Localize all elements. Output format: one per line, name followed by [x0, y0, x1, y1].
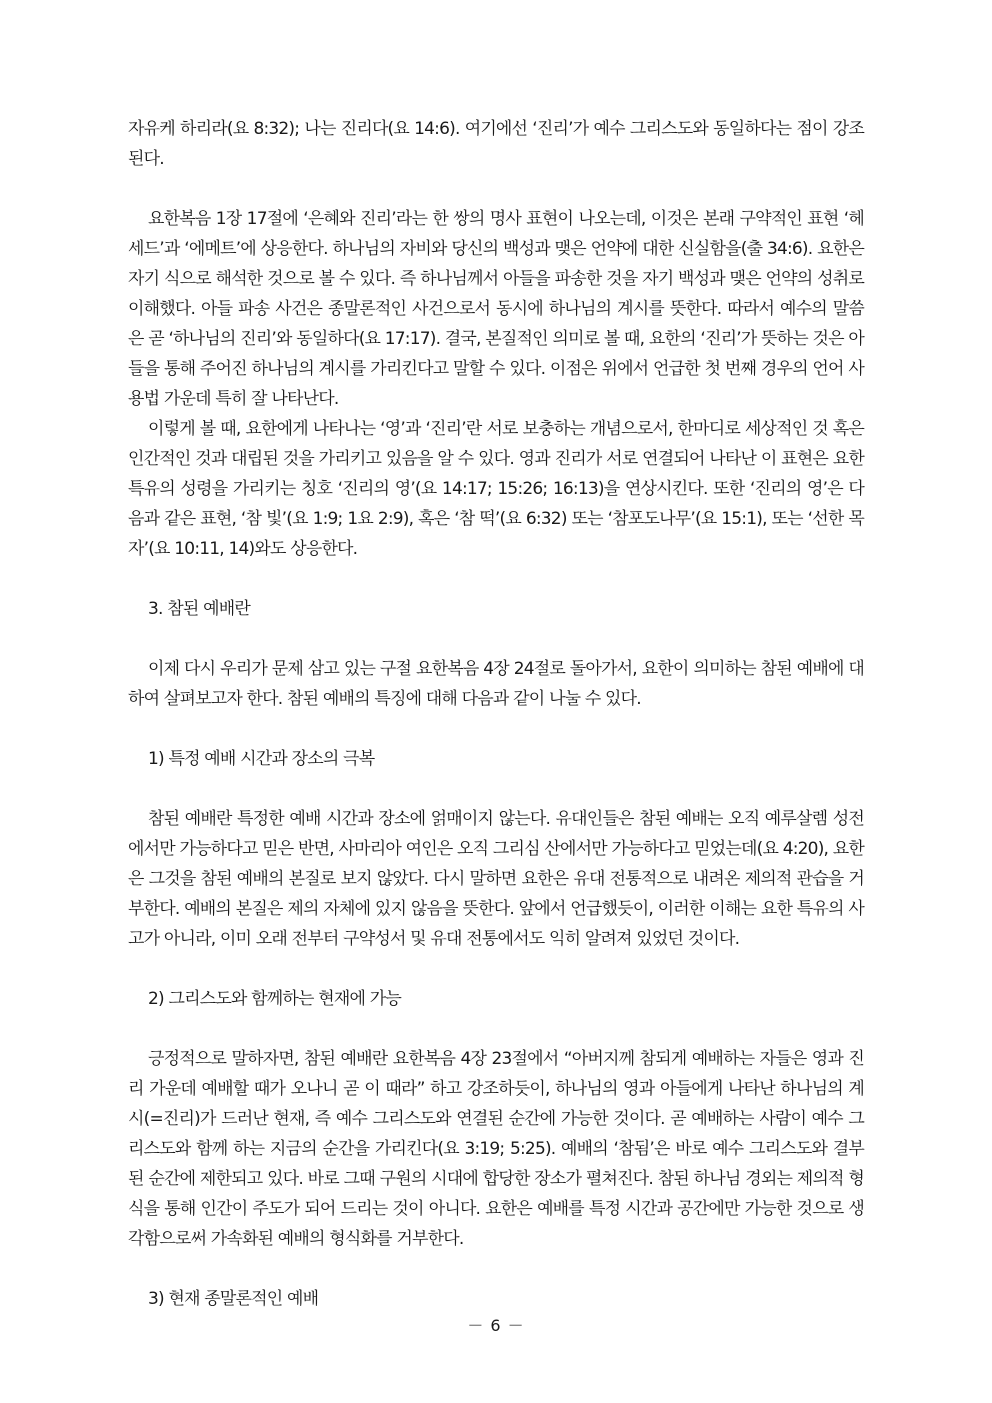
paragraph-gap	[128, 174, 864, 204]
paragraph-present-with-christ: 긍정적으로 말하자면, 참된 예배란 요한복음 4장 23절에서 “아버지께 참되게 예배하는 자들은 영과 진리 가운데 예배할 때가 오나니 곧 이 때라” 하고 강조하듯이, 하나님의 영과 아들에게 나타난 하나님의 계시(=진리)가 드러난 현재, 즉 예수 그리스도와 연결된 순간에 가능한 것이다. 곧 예배하는 사람이 예수 그리스도와 함께 하는 지금의 순간을 가리킨다(요 3:19; 5:25). 예배의 ‘참됨’은 바로 예수 그리스도와 결부된 순간에 제한되고 있다. 바로 그때 구원의 시대에 합당한 장소가 펼쳐진다. 참된 하나님 경외는 제의적 형식을 통해 인간이 주도가 되어 드리는 것이 아니다. 요한은 예배를 특정 시간과 공간에만 가능한 것으로 생각함으로써 가속화된 예배의 형식화를 거부한다.	[128, 1049, 864, 1249]
paragraph-gap	[128, 774, 864, 804]
paragraph-true-worship-intro: 이제 다시 우리가 문제 삼고 있는 구절 요한복음 4장 24절로 돌아가서, 요한이 의미하는 참된 예배에 대하여 살펴보고자 한다. 참된 예배의 특징에 대해 다음과 같이 나눌 수 있다.	[128, 659, 864, 709]
paragraph-spirit-and-truth: 이렇게 볼 때, 요한에게 나타나는 ‘영’과 ‘진리’란 서로 보충하는 개념으로서, 한마디로 세상적인 것 혹은 인간적인 것과 대립된 것을 가리키고 있음을 알 수 있다. 영과 진리가 서로 연결되어 나타난 이 표현은 요한 특유의 성령을 가리키는 칭호 ‘진리의 영’(요 14:17; 15:26; 16:13)을 연상시킨다. 또한 ‘진리의 영’은 다음과 같은 표현, ‘참 빛’(요 1:9; 1요 2:9), 혹은 ‘참 떡’(요 6:32) 또는 ‘참포도나무’(요 15:1), 또는 ‘선한 목자’(요 10:11, 14)와도 상응한다.	[128, 419, 864, 559]
paragraph-gap	[128, 1014, 864, 1044]
page-number: － 6 －	[467, 1316, 525, 1335]
paragraph-gap	[128, 564, 864, 594]
subheading-present-with-christ: 2) 그리스도와 함께하는 현재에 가능	[148, 989, 401, 1009]
subheading-overcoming-time-place: 1) 특정 예배 시간과 장소의 극복	[148, 749, 375, 769]
paragraph-gap	[128, 714, 864, 744]
section-heading-true-worship: 3. 참된 예배란	[148, 599, 250, 619]
paragraph-continued: 자유케 하리라(요 8:32); 나는 진리다(요 14:6). 여기에선 ‘진리’가 예수 그리스도와 동일하다는 점이 강조된다.	[128, 119, 864, 169]
paragraph-gap	[128, 954, 864, 984]
page-content	[128, 114, 864, 1314]
paragraph-grace-and-truth: 요한복음 1장 17절에 ‘은혜와 진리’라는 한 쌍의 명사 표현이 나오는데, 이것은 본래 구약적인 표현 ‘헤세드’과 ‘에메트’에 상응한다. 하나님의 자비와 당신의 백성과 맺은 언약에 대한 신실함을(출 34:6). 요한은 자기 식으로 해석한 것으로 볼 수 있다. 즉 하나님께서 아들을 파송한 것을 자기 백성과 맺은 언약의 성취로 이해했다. 아들 파송 사건은 종말론적인 사건으로서 동시에 하나님의 계시를 뜻한다. 따라서 예수의 말씀은 곧 ‘하나님의 진리’와 동일하다(요 17:17). 결국, 본질적인 의미로 볼 때, 요한의 ‘진리’가 뜻하는 것은 아들을 통해 주어진 하나님의 계시를 가리킨다고 말할 수 있다. 이점은 위에서 언급한 첫 번째 경우의 언어 사용법 가운데 특히 잘 나타난다.	[128, 209, 864, 409]
paragraph-overcoming-time-place: 참된 예배란 특정한 예배 시간과 장소에 얽매이지 않는다. 유대인들은 참된 예배는 오직 예루살렘 성전에서만 가능하다고 믿은 반면, 사마리아 여인은 오직 그리심 산에서만 가능하다고 믿었는데(요 4:20), 요한은 그것을 참된 예배의 본질로 보지 않았다. 다시 말하면 요한은 유대 전통적으로 내려온 제의적 관습을 거부한다. 예배의 본질은 제의 자체에 있지 않음을 뜻한다. 앞에서 언급했듯이, 이러한 이해는 요한 특유의 사고가 아니라, 이미 오래 전부터 구약성서 및 유대 전통에서도 익히 알려져 있었던 것이다.	[128, 809, 864, 949]
subheading-eschatological-worship: 3) 현재 종말론적인 예배	[148, 1289, 319, 1309]
paragraph-gap	[128, 1254, 864, 1284]
paragraph-gap	[128, 624, 864, 654]
